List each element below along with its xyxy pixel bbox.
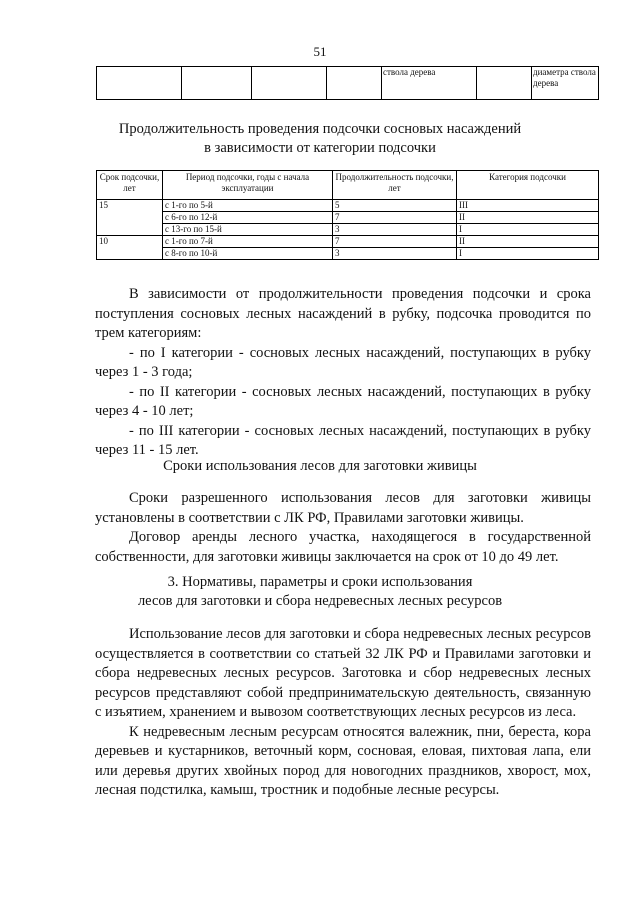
title-line: 3. Нормативы, параметры и сроки использования <box>167 574 473 590</box>
category-cell: II <box>457 212 599 224</box>
title-line: лесов для заготовки и сбора недревесных лесных ресурсов <box>137 593 503 609</box>
table-row <box>97 248 599 260</box>
period-cell: с 6-го по 12-й <box>163 212 333 224</box>
duration-cell: 5 <box>333 200 457 212</box>
list-item: - по II категории - сосновых лесных насаждений, поступающих в рубку через 4 - 10 лет; <box>95 383 591 419</box>
table-cell <box>182 67 252 100</box>
period-cell: с 13-го по 15-й <box>163 224 333 236</box>
table-cell: ствола дерева <box>382 67 477 100</box>
title-line: в зависимости от категории подсочки <box>204 140 436 156</box>
category-cell: I <box>457 248 599 260</box>
category-cell: III <box>457 200 599 212</box>
term-cell: 15 <box>97 200 163 212</box>
period-cell: с 1-го по 7-й <box>163 236 333 248</box>
paragraph: Использование лесов для заготовки и сбора недревесных лесных ресурсов осуществляется в соответствии со статьей 32 ЛК РФ и Правилами заготовки и сбора недревесных лесных ресурсов. Заготовка и сбор недревесных лесных ресурсов представляют собой предпринимательскую деятельность, связанную с изъятием, хранением и вывозом соответствующих лесных ресурсов из леса. <box>95 626 591 720</box>
table-cell <box>477 67 532 100</box>
term-cell <box>97 224 163 236</box>
period-cell: с 8-го по 10-й <box>163 248 333 260</box>
duration-cell: 7 <box>333 236 457 248</box>
table-row <box>97 224 599 236</box>
table-row <box>97 67 599 100</box>
duration-cell: 7 <box>333 212 457 224</box>
column-header: Период подсочки, годы с начала эксплуатации <box>163 171 333 200</box>
tapping-category-table <box>96 170 599 260</box>
page-number: 51 <box>313 44 327 59</box>
table-row <box>97 236 599 248</box>
duration-cell: 3 <box>333 248 457 260</box>
title-line: Продолжительность проведения подсочки сосновых насаждений <box>118 121 522 137</box>
non-timber-text <box>95 625 591 801</box>
term-cell <box>97 212 163 224</box>
paragraph: В зависимости от продолжительности проведения подсочки и срока поступления сосновых лесных насаждений в рубку, подсочка проводится по трем категориям: <box>95 286 591 341</box>
term-cell <box>97 248 163 260</box>
category-cell: I <box>457 224 599 236</box>
paragraph: К недревесным лесным ресурсам относятся валежник, пни, береста, кора деревьев и кустарников, веточный корм, сосновая, еловая, пихтовая лапа, ели или деревья других хвойных пород для новогодних праздников, хворост, мох, лесная подстилка, камыш, тростник и подобные лесные ресурсы. <box>95 723 591 798</box>
table-row <box>97 200 599 212</box>
table-header-row <box>97 171 599 200</box>
list-item: - по III категории - сосновых лесных насаждений, поступающих в рубку через 11 - 15 лет. <box>95 422 591 458</box>
table-cell <box>97 67 182 100</box>
duration-cell: 3 <box>333 224 457 236</box>
column-header: Категория подсочки <box>457 171 599 200</box>
period-cell: с 1-го по 5-й <box>163 200 333 212</box>
table-row <box>97 212 599 224</box>
section-title-tapping-duration <box>0 120 640 158</box>
category-cell: II <box>457 236 599 248</box>
table-cell: диаметра ствола дерева <box>532 67 599 100</box>
term-cell: 10 <box>97 236 163 248</box>
paragraph: Договор аренды лесного участка, находящегося в государственной собственности, для заготовки живицы заключается на срок от 10 до 49 лет. <box>95 529 591 565</box>
table-cell <box>252 67 327 100</box>
list-item: - по I категории - сосновых лесных насаждений, поступающих в рубку через 1 - 3 года; <box>95 344 591 380</box>
section-title-resin-terms: Сроки использования лесов для заготовки живицы <box>163 458 477 474</box>
continued-table <box>96 66 599 100</box>
section-title-non-timber <box>0 573 640 611</box>
table-cell <box>327 67 382 100</box>
column-header: Срок подсочки, лет <box>97 171 163 200</box>
column-header: Продолжительность подсочки, лет <box>333 171 457 200</box>
paragraph: Сроки разрешенного использования лесов для заготовки живицы установлены в соответствии с ЛК РФ, Правилами заготовки живицы. <box>95 490 591 526</box>
resin-terms-text <box>95 489 591 567</box>
tapping-categories-text <box>95 285 591 461</box>
